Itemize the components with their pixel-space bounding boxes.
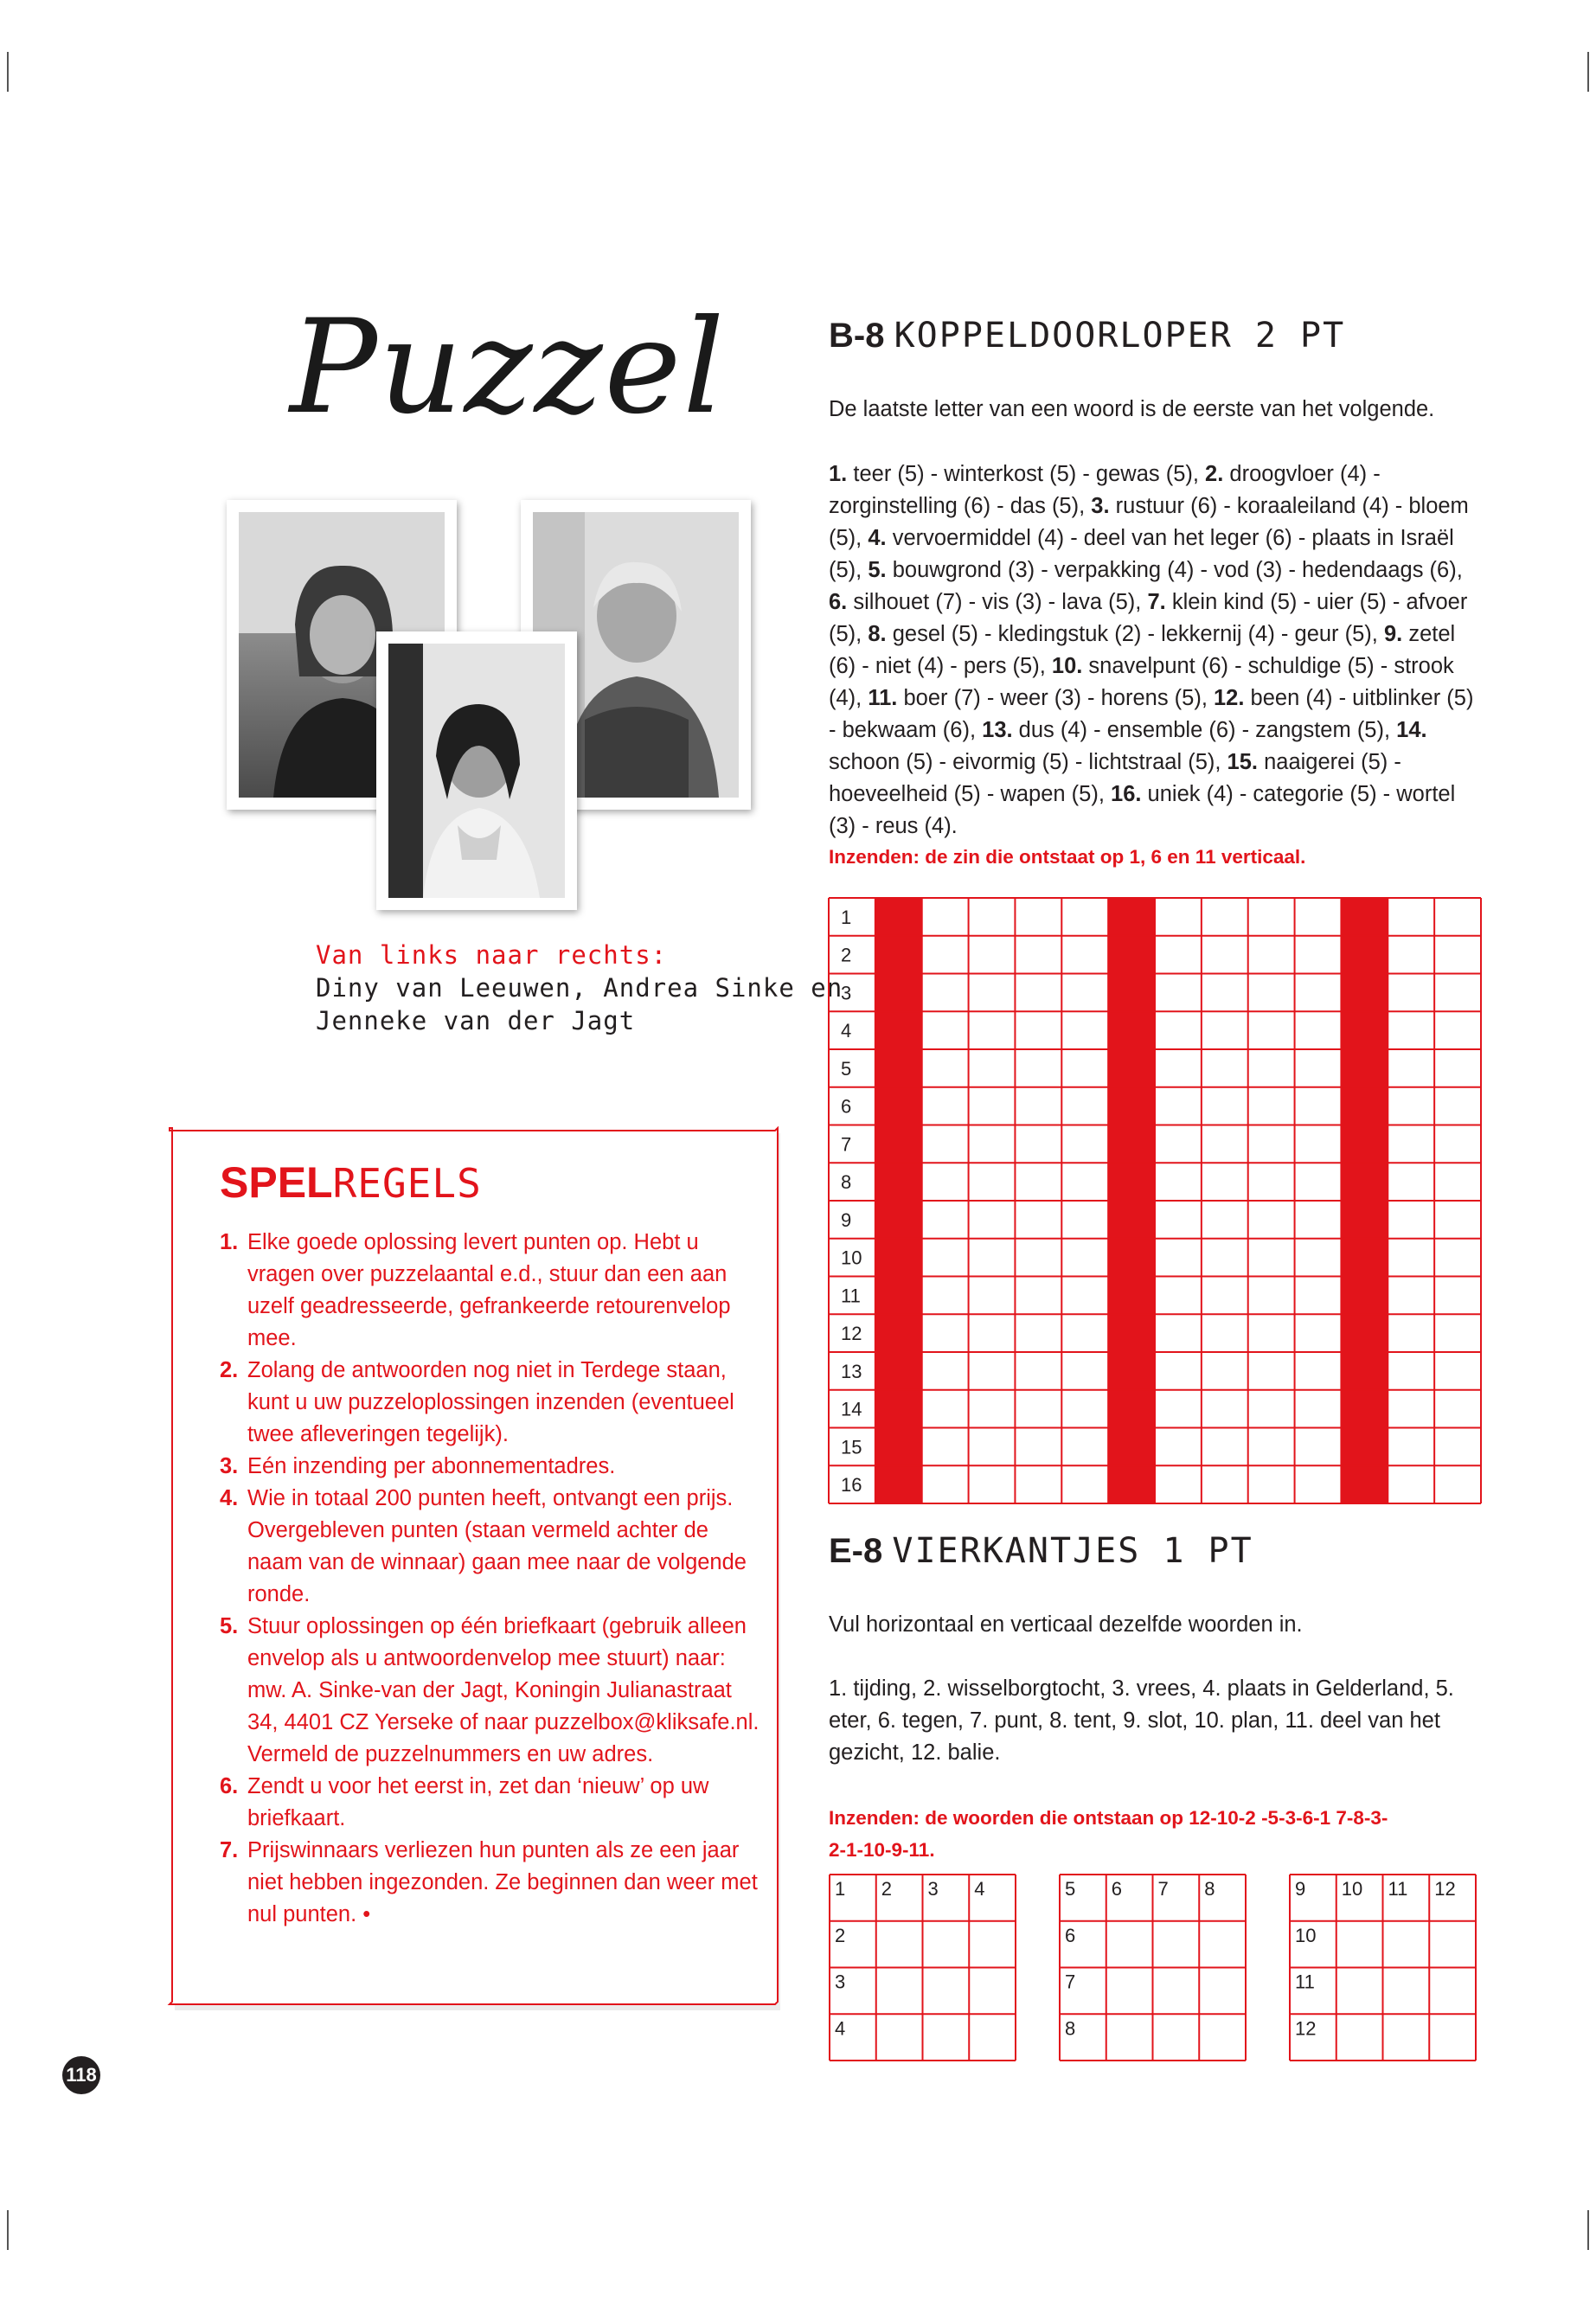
rule-text: Zendt u voor het eerst in, zet dan ‘nieuw’ op uw briefkaart. [247,1774,709,1830]
trim-mark [1587,52,1589,92]
clue-number: 13. [982,718,1013,742]
caption-intro: Van links naar rechts: [316,940,668,970]
rule-item [220,1227,765,1355]
row-number: 12 [841,1323,862,1344]
cell-number: 6 [1111,1878,1122,1900]
row-number: 8 [841,1171,852,1193]
cell-number: 11 [1388,1878,1408,1900]
cell-number: 10 [1341,1878,1363,1900]
b8-clues [829,458,1479,843]
rule-item [220,1611,765,1771]
cell-number: 12 [1434,1878,1456,1900]
b8-submit: Inzenden: de zin die ontstaat op 1, 6 en 11 verticaal. [829,846,1306,868]
row-number: 10 [841,1247,862,1269]
cell-number: 4 [835,2017,846,2040]
cell-number: 2 [881,1878,892,1900]
caption-names-2: Jenneke van der Jagt [316,1006,636,1035]
cell-number: 8 [1204,1878,1215,1900]
clue-text: bouwgrond (3) - verpakking (4) - vod (3) - hedendaags (6), [886,558,1463,582]
cell-number: 8 [1065,2017,1076,2040]
rule-item [220,1483,765,1611]
row-number: 4 [841,1020,852,1042]
rule-item [220,1835,765,1931]
cell-number: 4 [974,1878,985,1900]
rule-item [220,1355,765,1451]
rule-item [220,1771,765,1835]
rule-text: Wie in totaal 200 punten heeft, ontvangt een prijs. Overgebleven punten (staan vermeld achter de naam van de winnaar) gaan mee naar de volgende ronde. [247,1486,747,1606]
vierkantje-grid [1058,1873,1247,2062]
e8-submit-2: 2-1-10-9-11. [829,1839,935,1861]
cell-number: 9 [1295,1878,1306,1900]
rule-text: Elke goede oplossing levert punten op. Hebt u vragen over puzzelaantal e.d., stuur dan een aan uzelf geadresseerde, gefrankeerde retourenvelop mee. [247,1230,731,1350]
rule-text: Prijswinnaars verliezen hun punten als ze een jaar niet hebben ingezonden. Ze beginnen dan weer met nul punten. • [247,1838,758,1926]
photo-andrea [376,631,577,910]
clue-number: 10. [1051,654,1083,678]
clue-number: 1. [829,462,848,486]
koppeldoorloper-grid [828,897,1482,1506]
e8-clues: 1. tijding, 2. wisselborgtocht, 3. vrees, 4. plaats in Gelderland, 5. eter, 6. tegen, 7. punt, 8. tent, 9. slot, 10. plan, 11. deel van het gezicht, 12. balie. [829,1676,1454,1765]
rule-number: 5. [220,1614,239,1638]
row-number: 9 [841,1208,852,1231]
e8-intro: Vul horizontaal en verticaal dezelfde woorden in. [829,1612,1303,1637]
row-number: 11 [841,1285,861,1307]
trim-mark [7,52,9,92]
rule-number: 7. [220,1838,239,1862]
row-number: 3 [841,982,852,1004]
clue-text: boer (7) - weer (3) - horens (5), [897,686,1214,710]
rule-text: Eén inzending per abonnementadres. [247,1454,616,1478]
clue-text: klein kind (5) - uier (5) - afvoer (5), [829,590,1468,646]
rule-number: 1. [220,1230,239,1254]
rule-number: 6. [220,1774,239,1798]
rule-number: 2. [220,1358,239,1382]
clue-number: 8. [868,622,887,646]
clue-number: 15. [1227,750,1258,774]
vierkantje-grid [828,1873,1017,2062]
b8-intro: De laatste letter van een woord is de eerste van het volgende. [829,397,1435,421]
rules-title-bold: SPEL [220,1158,333,1207]
clue-number: 3. [1091,494,1110,518]
cell-number: 5 [1065,1878,1076,1900]
cell-number: 1 [835,1878,846,1900]
row-number: 7 [841,1133,852,1156]
clue-text: schoon (5) - eivormig (5) - lichtstraal (5), [829,750,1227,774]
rules-list [220,1227,765,1931]
clue-text: naaigerei (5) - hoeveelheid (5) - wapen (5), [829,750,1401,806]
clue-number: 11. [868,686,898,710]
clue-text: snavelpunt (6) - schuldige (5) - strook (4), [829,654,1454,710]
page-number: 118 [62,2056,100,2094]
clue-number: 2. [1205,462,1224,486]
e8-heading [829,1531,1253,1571]
row-number: 6 [841,1095,852,1118]
clue-text: rustuur (6) - koraaleiland (4) - bloem (5), [829,494,1469,550]
clue-number: 5. [868,558,887,582]
e8-title: VIERKANTJES 1 PT [892,1531,1253,1571]
clue-text: dus (4) - ensemble (6) - zangstem (5), [1012,718,1397,742]
cell-number: 6 [1065,1924,1076,1946]
b8-code: B-8 [829,317,885,355]
clue-text: uniek (4) - categorie (5) - wortel (3) - reus (4). [829,782,1456,838]
cell-number: 3 [835,1971,846,1993]
clue-number: 12. [1214,686,1245,710]
caption-names-1: Diny van Leeuwen, Andrea Sinke en [316,973,843,1003]
rule-number: 4. [220,1486,239,1510]
page-title: Puzzel [290,292,727,443]
rules-box [166,1125,785,2014]
row-number: 15 [841,1436,862,1458]
clue-number: 4. [868,526,887,550]
clue-text: teer (5) - winterkost (5) - gewas (5), [847,462,1206,486]
row-number: 1 [841,906,852,928]
rule-text: Stuur oplossingen op één briefkaart (gebruik alleen envelop als u antwoordenvelop mee stuurt) naar: mw. A. Sinke-van der Jagt, Koningin Julianastraat 34, 4401 CZ Yerseke of naar puzzelbox@kliksafe.nl. Vermeld de puzzelnummers en uw adres. [247,1614,760,1766]
clue-number: 7. [1147,590,1166,614]
clue-text: been (4) - uitblinker (5) - bekwaam (6), [829,686,1474,742]
cell-number: 11 [1295,1971,1315,1993]
cell-number: 7 [1065,1971,1076,1993]
b8-heading [829,316,1345,356]
clue-text: droogvloer (4) - zorginstelling (6) - das (5), [829,462,1381,518]
cell-number: 12 [1295,2017,1317,2040]
e8-submit-1: Inzenden: de woorden die ontstaan op 12-10-2 -5-3-6-1 7-8-3- [829,1807,1388,1829]
row-number: 16 [841,1474,862,1496]
row-number: 14 [841,1398,862,1420]
row-number: 13 [841,1360,862,1382]
vierkantje-grid [1288,1873,1477,2062]
cell-number: 10 [1295,1924,1317,1946]
e8-code: E-8 [829,1532,883,1570]
photo-caption [316,939,843,1037]
clue-number: 14. [1396,718,1427,742]
clue-text: gesel (5) - kledingstuk (2) - lekkernij (4) - geur (5), [886,622,1384,646]
rule-text: Zolang de antwoorden nog niet in Terdege staan, kunt u uw puzzeloplossingen inzenden (eventueel twee afleveringen tegelijk). [247,1358,734,1446]
clue-text: zetel (6) - niet (4) - pers (5), [829,622,1456,678]
b8-title: KOPPELDOORLOPER 2 PT [894,316,1346,356]
row-number: 5 [841,1057,852,1080]
rules-title-thin: REGELS [332,1160,482,1207]
rule-item [220,1451,765,1483]
rule-number: 3. [220,1454,239,1478]
cell-number: 7 [1157,1878,1169,1900]
clue-number: 6. [829,590,848,614]
cell-number: 3 [927,1878,939,1900]
clue-text: silhouet (7) - vis (3) - lava (5), [847,590,1148,614]
trim-mark [7,2210,9,2250]
clue-text: vervoermiddel (4) - deel van het leger (6) - plaats in Israël (5), [829,526,1454,582]
trim-mark [1587,2210,1589,2250]
clue-number: 16. [1111,782,1142,806]
row-number: 2 [841,944,852,966]
rules-title [220,1157,482,1208]
clue-number: 9. [1383,622,1403,646]
cell-number: 2 [835,1924,846,1946]
